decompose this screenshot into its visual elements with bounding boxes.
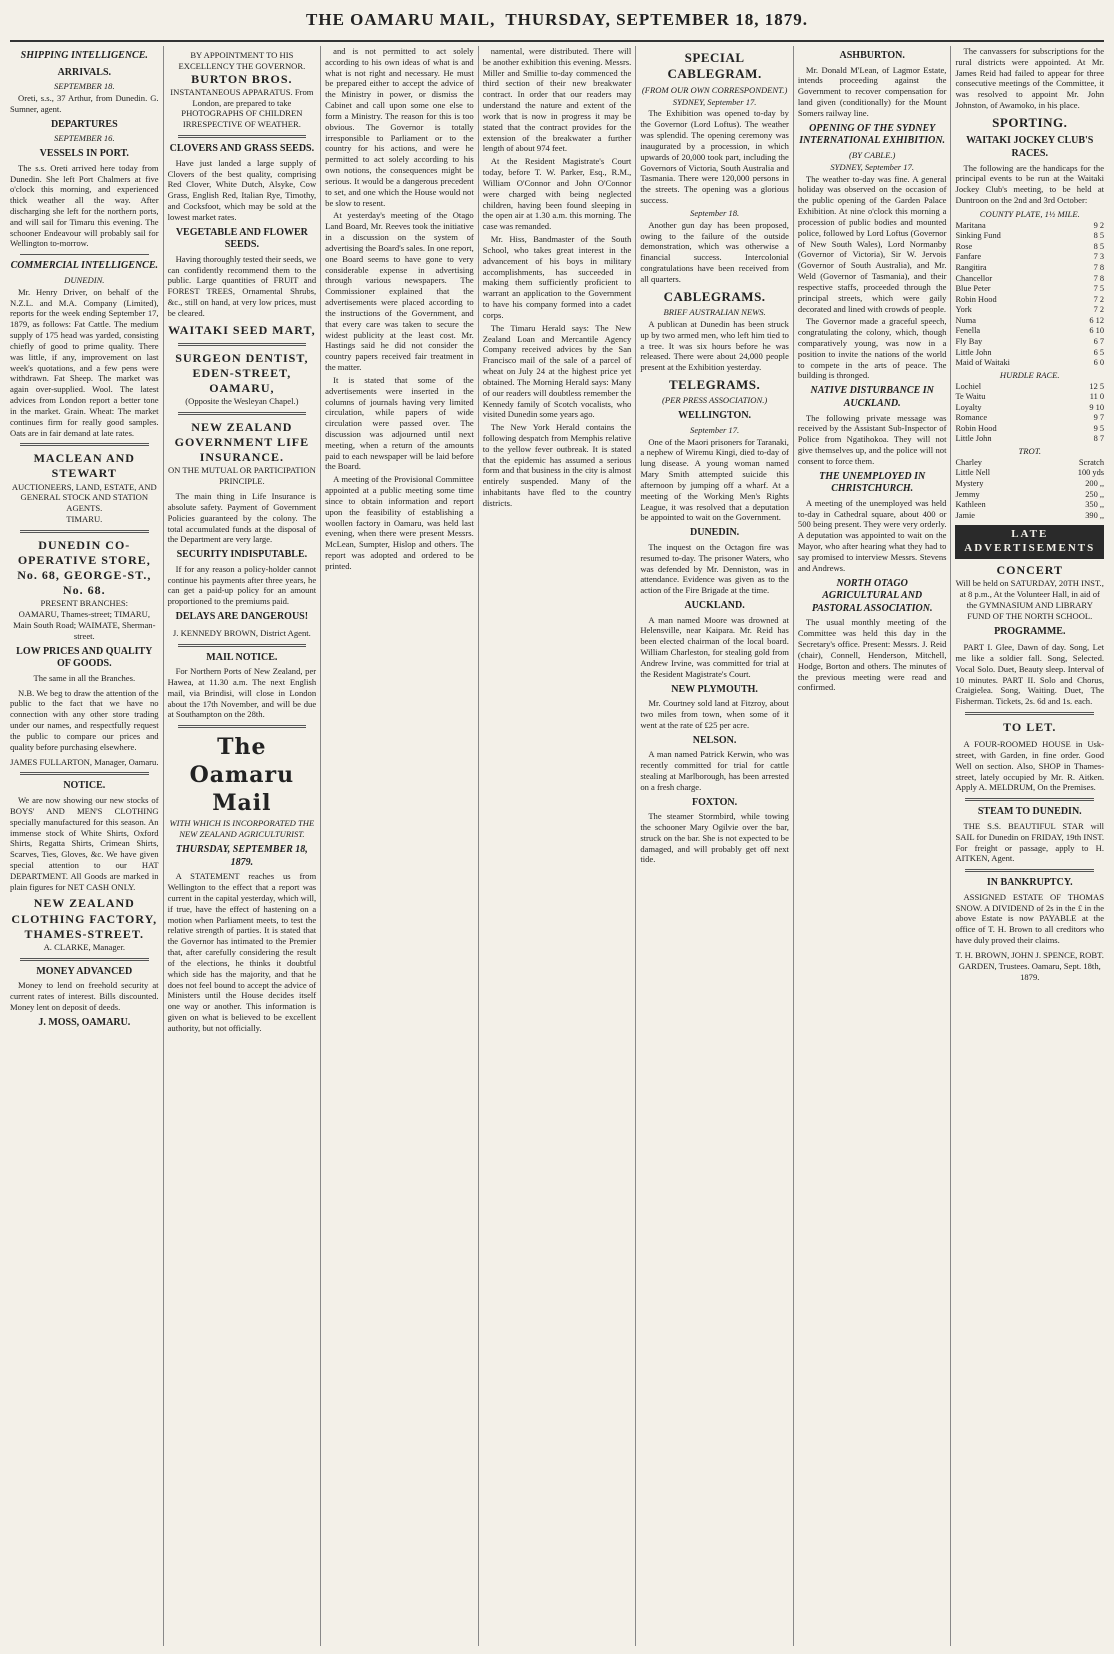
opening-text: The weather to-day was fine. A general holiday was observed on the occasion of the public opening of the Garden Palace Exhibition. At nine o'clock this morning a procession of public bodies and mounted police, followed by Lord Loftus (Governor of New South Wales), Lord Normanby (Governor of Victoria), Sir W. Jervois (Governor of South Australia), and Mr. Weld (Governor of Tasmania), and their respective staffs, proceeded through the principal streets, which were gaily decorated and lined with crowds of people. — [797, 173, 947, 314]
trot-row — [955, 490, 1104, 501]
wellington-date: September 17. — [690, 424, 740, 435]
insurance-sub: ON THE MUTUAL OR PARTICIPATION PRINCIPLE. — [167, 465, 316, 487]
commercial-place: DUNEDIN. — [64, 274, 105, 285]
county-row — [955, 284, 1104, 295]
paper-date: THURSDAY, SEPTEMBER 18, 1879. — [175, 844, 308, 868]
county-row — [955, 242, 1104, 253]
col4-text-1: namental, were distributed. There will be another exhibition this evening. Messrs. Miller and Smillie to-day commenced the third section of their new breakwater contract. In order that our readers may understand the nature and extent of the work that is now in progress it may be stated that the contract provides for the extension of the breakwater a further length of about 974 feet. — [482, 46, 632, 154]
county-weight: 6 10 — [1089, 326, 1105, 336]
cable-text-2: Another gun day has been proposed, owing to the failure of the outside demonstration, which was otherwise a financial success. Intercolonial congratulations have been received from all quarters. — [640, 219, 789, 284]
manager-sign: JAMES FULLARTON, Manager, Oamaru. — [10, 756, 159, 767]
column-1 — [6, 46, 164, 1646]
paper-subtitle: WITH WHICH IS INCORPORATED THE NEW ZEALAND AGRICULTURIST. — [169, 818, 315, 840]
programme-text: PART I. Glee, Dawn of day. Song, Let me like a soldier fall. Song, Selected. Vocal Solo. Duet, Beauty sleep. Interval of 10 minutes. PART II. Solo and Chorus, Craigielea. Song, Waiting. Duet, The Fisherman. Tickets, 2s. 6d and 1s. each. — [955, 642, 1105, 707]
northotago-text: The usual monthly meeting of the Committee was held this day in the Secretary's office. Present: Messrs. J. Reid (chair), Connell, Henderson, Mitchell, Hodge, Borton and others. The minutes of the previous meeting were read and confirmed. — [797, 617, 947, 693]
hurdle-row — [955, 392, 1104, 403]
trot-heading: TROT. — [1018, 446, 1042, 457]
county-row — [955, 252, 1104, 263]
royal-heading: BY APPOINTMENT TO HIS EXCELLENCY THE GOVERNOR. — [178, 50, 306, 71]
opening-place: SYDNEY, September 17. — [830, 161, 915, 172]
notice-text: We are now showing our new stocks of BOYS' AND MEN'S CLOTHING specially manufactured for this season. An immense stock of White Shirts, Oxford Shirts, Regatta Shirts, Crimean Shirts, Scarves, Ties, Gloves, &c. We have given special attention to our HAT DEPARTMENT. All Goods are marked in plain figures for NET CASH ONLY. — [10, 795, 159, 892]
county-horse: Rose — [955, 241, 973, 251]
county-row — [955, 295, 1104, 306]
ashburton-heading: ASHBURTON. — [839, 50, 905, 61]
hurdle-table — [955, 382, 1104, 445]
hurdle-row — [955, 424, 1104, 435]
bankruptcy-text: ASSIGNED ESTATE OF THOMAS SNOW. A DIVIDEND of 2s in the £ in the above Estate is now PAYABLE at the office of T. H. Brown to all creditors who have duly proved their claims. — [955, 891, 1105, 946]
concert-heading: CONCERT — [996, 563, 1064, 578]
hurdle-weight: 9 10 — [1089, 402, 1105, 412]
trot-weight: Scratch — [1078, 457, 1105, 467]
masthead-title: THE OAMARU MAIL, — [306, 10, 496, 29]
trot-table — [955, 458, 1104, 521]
hurdle-weight: 12 5 — [1089, 381, 1105, 391]
notice-heading: NOTICE. — [63, 780, 106, 792]
coop-heading: DUNEDIN CO-OPERATIVE STORE, No. 68, GEORGE-ST., No. 68. — [17, 537, 152, 598]
column-6 — [794, 46, 952, 1646]
insurance-heading: NEW ZEALAND GOVERNMENT LIFE INSURANCE. — [174, 420, 310, 465]
insurance-text: The main thing in Life Insurance is absolute safety. Payment of Government Policies guaranteed by the colony. The total accumulated funds at the disposal of the Department are very large. — [167, 491, 317, 545]
telegrams-heading: TELEGRAMS. — [668, 377, 761, 392]
burton-text: INSTANTANEOUS APPARATUS. From London, are prepared to take PHOTOGRAPHS OF CHILDREN IRRESPECTIVE OF WEATHER. — [170, 86, 314, 130]
surgeon-heading: SURGEON DENTIST, EDEN-STREET, OAMARU, — [175, 350, 309, 396]
factory-heading: NEW ZEALAND CLOTHING FACTORY, THAMES-STREET. — [11, 896, 158, 941]
agent-sign: J. KENNEDY BROWN, District Agent. — [172, 627, 311, 638]
county-horse: Sinking Fund — [955, 231, 1001, 241]
county-horse: Numa — [955, 315, 976, 325]
masthead — [10, 0, 1104, 42]
auckland-text: A man named Moore was drowned at Helensville, near Kaipara. Mr. Reid has been elected chairman of the local board. William Charleston, for stealing gold from Andrew Irvine, was committed for trial at the Resident Magistrate's Court. — [640, 614, 789, 679]
bankruptcy-sign: T. H. BROWN, JOHN J. SPENCE, ROBT. GARDEN, Trustees. Oamaru, Sept. 18th, 1879. — [955, 949, 1104, 982]
prices-heading: LOW PRICES AND QUALITY OF GOODS. — [16, 645, 153, 670]
veg-text: Having thoroughly tested their seeds, we can confidently recommend them to the public. Large quantities of FRUIT and FOREST TREES, Ornamental Shrubs, &c., still on hand, at very low prices, must be cleared. — [167, 253, 317, 318]
trot-weight: 250 ,, — [1085, 489, 1105, 499]
hurdle-horse: Te Waitu — [955, 392, 986, 402]
trot-horse: Jemmy — [955, 489, 980, 499]
maclean-sub: AUCTIONEERS, LAND, ESTATE, AND GENERAL STOCK AND STATION AGENTS. — [11, 481, 157, 514]
cablegrams-text: A publican at Dunedin has been struck up by two armed men, who left him tied to a tree. It was six hours before he was released. There were about 24,000 people present at the Exhibition yesterday. — [640, 318, 789, 373]
county-row — [955, 305, 1104, 316]
column-2 — [164, 46, 322, 1646]
burton-heading: BURTON BROS. — [191, 71, 293, 86]
paper-title: The Oamaru Mail — [189, 734, 295, 816]
mail-text: For Northern Ports of New Zealand, per Hawea, at 11.30 a.m. The next English mail, via Brindisi, will close in London about the 17th November, and will be due at Southampton on the 28th. — [167, 666, 317, 720]
commercial-heading: COMMERCIAL INTELLIGENCE. — [10, 260, 158, 272]
county-horse: Maritana — [955, 220, 986, 230]
dunedin-text: The inquest on the Octagon fire was resumed to-day. The prisoner Waters, who was defended by Mr. Denniston, was in attendance. Evidence was given as to the action of the Fire Brigade at the time. — [640, 541, 789, 596]
county-row — [955, 348, 1104, 359]
county-row — [955, 326, 1104, 337]
trot-weight: 200 ,, — [1085, 479, 1105, 489]
branches-text: OAMARU, Thames-street; TIMARU, Main South Road; WAIMATE, Sherman-street. — [13, 609, 156, 641]
vessels-text: The s.s. Oreti arrived here today from Dunedin. She left Port Chalmers at five o'clock this morning, and experienced thick weather all the way. After discharging she left for the northern ports, and will sail for Timaru this evening. The schooner Endeavour will probably sail for Wellington to-morrow. — [10, 162, 159, 249]
col4-text-5: The New York Herald contains the following despatch from Memphis relative to the yellow fever outbreak. It is stated that the epidemic has assumed a serious form and that business in the city is almost entirely suspended. Many of the inhabitants have fled to the country districts. — [482, 422, 632, 508]
col3-text-2: At yesterday's meeting of the Otago Land Board, Mr. Reeves took the initiative in a discussion on the system of advertising the Board's sales. In one report, one Board seems to have gone to very considerable expense in advertising through various newspapers. The Commissioner explained that the advertisements were placed according to the instructions of the Government, and that every care was taken to secure the widest publicity at the least cost. Mr. Hastings said he did not consider the country papers received fair treatment in the matter. — [325, 210, 474, 373]
county-row — [955, 231, 1104, 242]
column-3 — [321, 46, 479, 1646]
trot-row — [955, 479, 1104, 490]
nb-text: N.B. We beg to draw the attention of the public to the fact that we have no connection with any other store trading under our names, and respectfully request the public to compare our prices and quality before purchasing elsewhere. — [10, 687, 159, 752]
foxton-text: The steamer Stormbird, while towing the schooner Mary Ogilvie over the bar, struck on the bar. She is not expected to be damaged, and will probably get off next tide. — [640, 811, 789, 865]
cable-heading: SPECIAL CABLEGRAM. — [667, 50, 762, 82]
shipping-heading: SHIPPING INTELLIGENCE. — [20, 50, 148, 61]
hurdle-horse: Robin Hood — [955, 423, 997, 433]
steam-heading: STEAM TO DUNEDIN. — [977, 806, 1082, 818]
programme-heading: PROGRAMME. — [994, 625, 1066, 637]
columns — [6, 46, 1108, 1646]
newplymouth-heading: NEW PLYMOUTH. — [671, 683, 758, 695]
county-weight: 7 5 — [1093, 284, 1105, 294]
county-row — [955, 316, 1104, 327]
masthead-date: THURSDAY, SEPTEMBER 18, 1879. — [505, 10, 808, 29]
trot-weight: 390 ,, — [1085, 510, 1105, 520]
col3-text-1: and is not permitted to act solely according to his own ideas of what is and what is not right and necessary. He must be prepared either to accept the advice of the Ministry in power, or dismiss the Cabinet and call upon some one else to form a Ministry. The reason for this is too obvious. The Governor is totally irresponsible to Parliament or to the country for his actions, and were he permitted to act solely according to his own notions, the consequences might be serious. It would be a dangerous precedent to set, and one which the House would not be slow to resent. — [325, 46, 474, 208]
money-text: Money to lend on freehold security at current rates of interest. Bills discounted. Money lent on deposit of deeds. — [10, 980, 159, 1012]
cable-date-2: September 18. — [690, 207, 740, 218]
col4-text-3: Mr. Hiss, Bandmaster of the South School, who takes great interest in the advancement of his boys in military accomplishments, has succeeded in making them sufficiently proficient to warrant an application to the Government to have his company formed into a cadet corps. — [482, 234, 632, 320]
newplymouth-text: Mr. Courtney sold land at Fitzroy, about two miles from town, when some of it went at the rate of £25 per acre. — [640, 698, 789, 730]
county-weight: 8 5 — [1093, 231, 1105, 241]
col4-text-4: The Timaru Herald says: The New Zealand Loan and Mercantile Agency Company received advices by the San Francisco mail of the sale of a parcel of wheat on July 24 at the highest price yet obtained. The Morning Herald says: Many of our readers will doubtless remember the Kennedy family of Scotch vocalists, who visited Dunedin some years ago. — [482, 322, 632, 420]
security-heading: SECURITY INDISPUTABLE. — [176, 549, 308, 561]
cablegrams-heading: CABLEGRAMS. — [663, 288, 766, 304]
county-horse: Rangitira — [955, 262, 987, 272]
bankruptcy-heading: IN BANKRUPTCY. — [986, 877, 1073, 889]
county-horse: Maid of Waitaki — [955, 358, 1010, 368]
commercial-text: Mr. Henry Driver, on behalf of the N.Z.L. and M.A. Company (Limited), reports for the week ending September 17, 1879, as follows: Fat Cattle. The medium supply of 175 head was yarded, consisting chiefly of good to prime quality. There was little, if any, improvement on last week's quotations, and a few pens were withdrawn. Fat Sheep. The market was again over-supplied. Wool. The latest advices from London report a better tone in the market. Grain. Wheat: The market continues firm for really good samples. Oats are in fair demand at late rates. — [10, 286, 159, 438]
county-horse: Fly Bay — [955, 337, 983, 347]
arrivals-heading: ARRIVALS. — [57, 66, 112, 78]
hurdle-weight: 9 7 — [1093, 413, 1105, 423]
county-heading: COUNTY PLATE, 1½ MILE. — [979, 208, 1080, 219]
county-weight: 6 0 — [1093, 358, 1105, 368]
hurdle-horse: Little John — [955, 434, 992, 444]
hurdle-heading: HURDLE RACE. — [999, 369, 1060, 380]
county-row — [955, 274, 1104, 285]
county-weight: 7 3 — [1093, 252, 1105, 262]
county-row — [955, 221, 1104, 232]
trot-row — [955, 468, 1104, 479]
hurdle-weight: 9 5 — [1093, 423, 1105, 433]
steam-text: THE S.S. BEAUTIFUL STAR will SAIL for Dunedin on FRIDAY, 19th INST. For freight or passage, apply to H. AITKEN, Agent. — [955, 820, 1105, 864]
column-5 — [636, 46, 794, 1646]
county-weight: 7 2 — [1093, 294, 1105, 304]
wellington-text: One of the Maori prisoners for Taranaki, a nephew of Wiremu Kingi, died to-day of lung disease. A young woman named Mary Smith attempted suicide this afternoon by jumping off a wharf. At a meeting of the Working Men's Rights League, it was resolved that a deputation be appointed to wait on the Government. — [640, 436, 789, 523]
hurdle-horse: Loyalty — [955, 402, 982, 412]
col3-text-4: A meeting of the Provisional Committee appointed at a public meeting some time since to obtain information and report upon the feasibility of establishing a woollen factory in Oamaru, was held last evening, when there were present Messrs. McLean, Sumpter, Hislop and others. The report was adopted and ordered to be printed. — [325, 474, 474, 571]
nelson-text: A man named Patrick Kerwin, who was recently committed for trial for cattle stealing at Marlborough, has been arrested on a fresh charge. — [640, 749, 789, 792]
tolet-heading: TO LET. — [1003, 720, 1057, 735]
cable-place: SYDNEY, September 17. — [672, 96, 757, 107]
security-text: If for any reason a policy-holder cannot continue his payments after three years, he can get a paid-up policy for an amount proportioned to the premiums paid. — [167, 563, 317, 607]
county-weight: 6 7 — [1093, 337, 1105, 347]
county-horse: Fenella — [955, 326, 981, 336]
county-horse: Blue Peter — [955, 284, 991, 294]
hurdle-weight: 8 7 — [1093, 434, 1105, 444]
county-table — [955, 221, 1104, 369]
county-horse: Little John — [955, 347, 992, 357]
northotago-heading: NORTH OTAGO AGRICULTURAL AND PASTORAL ASSOCIATION. — [811, 577, 933, 614]
trot-horse: Kathleen — [955, 500, 986, 510]
hurdle-horse: Romance — [955, 413, 988, 423]
col1-footer: J. MOSS, OAMARU. — [38, 1016, 131, 1028]
trot-horse: Mystery — [955, 479, 984, 489]
nelson-heading: NELSON. — [692, 734, 737, 746]
county-row — [955, 358, 1104, 369]
col4-text-2: At the Resident Magistrate's Court today, before T. W. Parker, Esq., R.M., William O'Connor and John O'Connor were charged with being neglected children, having been found sleeping in the open air at 1.30 a.m. this morning. The case was remanded. — [482, 156, 632, 232]
trot-weight: 350 ,, — [1085, 500, 1105, 510]
column-7 — [951, 46, 1108, 1646]
delays-heading: DELAYS ARE DANGEROUS! — [175, 611, 309, 623]
trot-row — [955, 500, 1104, 511]
factory-manager: A. CLARKE, Manager. — [43, 941, 125, 952]
clover-text: Have just landed a large supply of Clovers of the best quality, comprising Red Clover, White Dutch, Alsyke, Cow Grass, English Red, Italian Rye, Timothy, and Cocksfoot, which may be sold at the lowest market rates. — [167, 157, 317, 222]
county-weight: 7 8 — [1093, 262, 1105, 272]
maclean-heading: MACLEAN AND STEWART — [33, 451, 135, 481]
opening-heading: OPENING OF THE SYDNEY INTERNATIONAL EXHIBITION. — [799, 122, 946, 147]
col3-text-3: It is stated that some of the advertisements were inserted in the columns of journals having very limited circulation, while papers of wide circulation were passed over. The discussion was adjourned until next meeting, when a return of the amounts paid to each newspaper will be laid before the Board. — [325, 374, 474, 472]
veg-heading: VEGETABLE AND FLOWER SEEDS. — [175, 226, 308, 251]
unemployed-heading: THE UNEMPLOYED IN CHRISTCHURCH. — [819, 470, 926, 495]
telegrams-sub: (PER PRESS ASSOCIATION.) — [661, 395, 768, 406]
departures-heading: DEPARTURES — [50, 118, 118, 130]
prices-text: The same in all the Branches. — [33, 672, 136, 683]
hurdle-row — [955, 382, 1104, 393]
county-row — [955, 337, 1104, 348]
opening-sub: (BY CABLE.) — [849, 149, 896, 160]
departures-date: SEPTEMBER 16. — [53, 133, 115, 144]
vessels-heading: VESSELS IN PORT. — [39, 148, 129, 160]
cablegrams-sub: BRIEF AUSTRALIAN NEWS. — [663, 307, 766, 318]
hurdle-row — [955, 434, 1104, 445]
waitaki-text: The following are the handicaps for the principal events to be run at the Waitaki Jockey Club's meeting, to be held at Duntroon on the 2nd and 3rd October: — [955, 162, 1105, 206]
trot-weight: 100 yds — [1077, 468, 1105, 478]
county-horse: Fanfare — [955, 252, 982, 262]
native-heading: NATIVE DISTURBANCE IN AUCKLAND. — [810, 385, 934, 409]
foxton-heading: FOXTON. — [692, 796, 738, 808]
county-horse: York — [955, 305, 972, 315]
concert-text: Will be held on SATURDAY, 20TH INST., at 8 p.m., At the Volunteer Hall, in aid of the GYMNASIUM AND LIBRARY FUND OF THE NORTH SCHOOL. — [955, 578, 1104, 621]
money-heading: MONEY ADVANCED — [36, 965, 133, 977]
hurdle-row — [955, 413, 1104, 424]
county-weight: 7 2 — [1093, 305, 1105, 315]
hurdle-horse: Lochiel — [955, 381, 982, 391]
wellington-heading: WELLINGTON. — [678, 410, 752, 422]
column-4 — [479, 46, 637, 1646]
auckland-heading: AUCKLAND. — [684, 599, 745, 611]
trot-horse: Little Nell — [955, 468, 991, 478]
county-horse: Chancellor — [955, 273, 993, 283]
county-weight: 9 2 — [1093, 220, 1105, 230]
cable-sub: (FROM OUR OWN CORRESPONDENT.) — [641, 84, 788, 95]
sporting-heading: SPORTING. — [992, 114, 1068, 130]
leader-text: A STATEMENT reaches us from Wellington to the effect that a report was current in the capital yesterday, which will, if true, have the effect of hastening on a motion when Parliament meets, to test the relative strength of parties. It is stated that the Governor has intimated to the Premier that, after carefully considering the result of the elections, he thinks it doubtful which side has the majority, and that he does not feel bound to accept the advice of Ministers until the House decides itself one way or another. This information is given on what is believed to be excellent authority, but not officially. — [167, 871, 317, 1033]
dunedin-heading: DUNEDIN. — [690, 527, 740, 539]
county-weight: 8 5 — [1093, 241, 1105, 251]
trot-horse: Jamie — [955, 510, 976, 520]
trot-row — [955, 511, 1104, 522]
hurdle-row — [955, 403, 1104, 414]
col7-intro: The canvassers for subscriptions for the rural districts were appointed. At Mr. James Reid had failed to appear for three consecutive meetings of the Committee, it was resolved to appoint Mr. John Johnston, of Awamoko, in his place. — [955, 46, 1105, 111]
county-weight: 6 12 — [1089, 315, 1105, 325]
native-text: The following private message was received by the Assistant Sub-Inspector of Police from Ngatihokoa. They will not give themselves up, and the police will not consent to force them. — [797, 412, 947, 466]
clover-heading: CLOVERS AND GRASS SEEDS. — [169, 143, 315, 155]
ashburton-text: Mr. Donald M'Lean, of Lagmor Estate, intends proceeding against the Government to recover compensation for land given (conditionally) for the Mount Somers railway line. — [797, 64, 947, 118]
nursery-heading: WAITAKI SEED MART, — [168, 322, 316, 337]
county-weight: 6 5 — [1093, 347, 1105, 357]
county-weight: 7 8 — [1093, 273, 1105, 283]
arrivals-date: SEPTEMBER 18. — [53, 81, 115, 92]
county-row — [955, 263, 1104, 274]
opening-text-2: The Governor made a graceful speech, congratulating the colony, which, though comparatively young, was now in a position to invite the nations of the world to compete in the arts of peace. The building is thronged. — [797, 316, 947, 381]
cable-text: The Exhibition was opened to-day by the Governor (Lord Loftus). The weather was splendid. The opening ceremony was inaugurated by a procession, in which upwards of 20,000 took part, including the Governors of Victoria, South Australia and Tasmania. There were 120,000 persons in the streets. The opening was a glorious success. — [640, 108, 789, 206]
maclean-place: TIMARU. — [66, 514, 103, 525]
arrivals-text: Oreti, s.s., 37 Arthur, from Dunedin. G. Sumner, agent. — [10, 93, 159, 114]
mail-heading: MAIL NOTICE. — [206, 651, 278, 663]
hurdle-weight: 11 0 — [1089, 392, 1105, 402]
trot-row — [955, 458, 1104, 469]
unemployed-text: A meeting of the unemployed was held to-day in Cathedral square, about 400 or 500 being present. They were very orderly. A deputation was appointed to wait on the Mayor, who after hearing what they had to say promised to interview Messrs. Stevens and Andrews. — [797, 497, 947, 573]
tolet-text: A FOUR-ROOMED HOUSE in Usk-street, with Garden, in fine order. Good Well on section. Also, SHOP in Thames-street, lately occupied by Mr. R. Aitken. Apply A. MELDRUM, On the Premises. — [955, 739, 1105, 793]
waitaki-heading: WAITAKI JOCKEY CLUB'S RACES. — [966, 135, 1094, 159]
trot-horse: Charley — [955, 457, 982, 467]
surgeon-sub: (Opposite the Wesleyan Chapel.) — [185, 396, 299, 407]
late-ads-heading: LATE ADVERTISEMENTS — [955, 525, 1104, 559]
branches-heading: PRESENT BRANCHES: — [40, 598, 129, 609]
county-horse: Robin Hood — [955, 294, 997, 304]
